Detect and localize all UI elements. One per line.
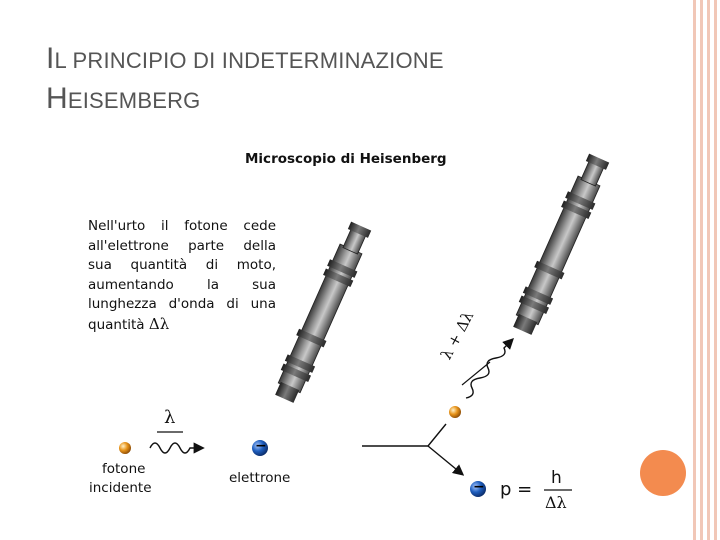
figure-title: Microscopio di Heisenberg [245,151,447,167]
photon-label-2: incidente [89,480,152,496]
photon-label-1: fotone [102,461,146,477]
title-initial-1: I [46,42,55,75]
description-line-6: quantità [88,316,145,333]
title-line-1: L PRINCIPIO DI INDETERMINAZIONE [54,48,444,73]
formula-p: p = [500,479,533,500]
electron-sign-after: − [473,479,485,495]
title-initial-2: H [46,82,68,115]
lambda-label: λ [164,407,176,428]
description-line-5: lunghezza d'onda di una [88,296,276,312]
microscope-right [509,152,613,337]
title-line-2: EISEMBERG [67,88,201,113]
formula-numerator: h [551,468,562,488]
formula-denominator: Δλ [545,493,567,512]
microscope-left [271,220,375,405]
electron-label: elettrone [229,470,291,486]
scattered-wavelength-label: λ + Δλ [437,308,478,363]
scattered-wave [466,340,512,398]
description-line-2: all'elettrone parte della [88,237,276,254]
photon-incident [119,442,131,454]
collision-incoming-path [362,424,446,446]
figure-description [88,217,276,335]
electron-recoil-arrow [428,446,462,474]
incident-wave [150,443,202,453]
photon-scattered [449,406,461,418]
electron-sign-before: − [255,438,267,454]
description-line-1: Nell'urto il fotone cede [88,218,276,234]
scattered-wavelength-bar [462,362,490,385]
description-line-3: sua quantità di moto, [88,257,276,273]
description-line-4: aumentando la sua [88,276,276,293]
delta-lambda-symbol: Δλ [148,314,170,333]
